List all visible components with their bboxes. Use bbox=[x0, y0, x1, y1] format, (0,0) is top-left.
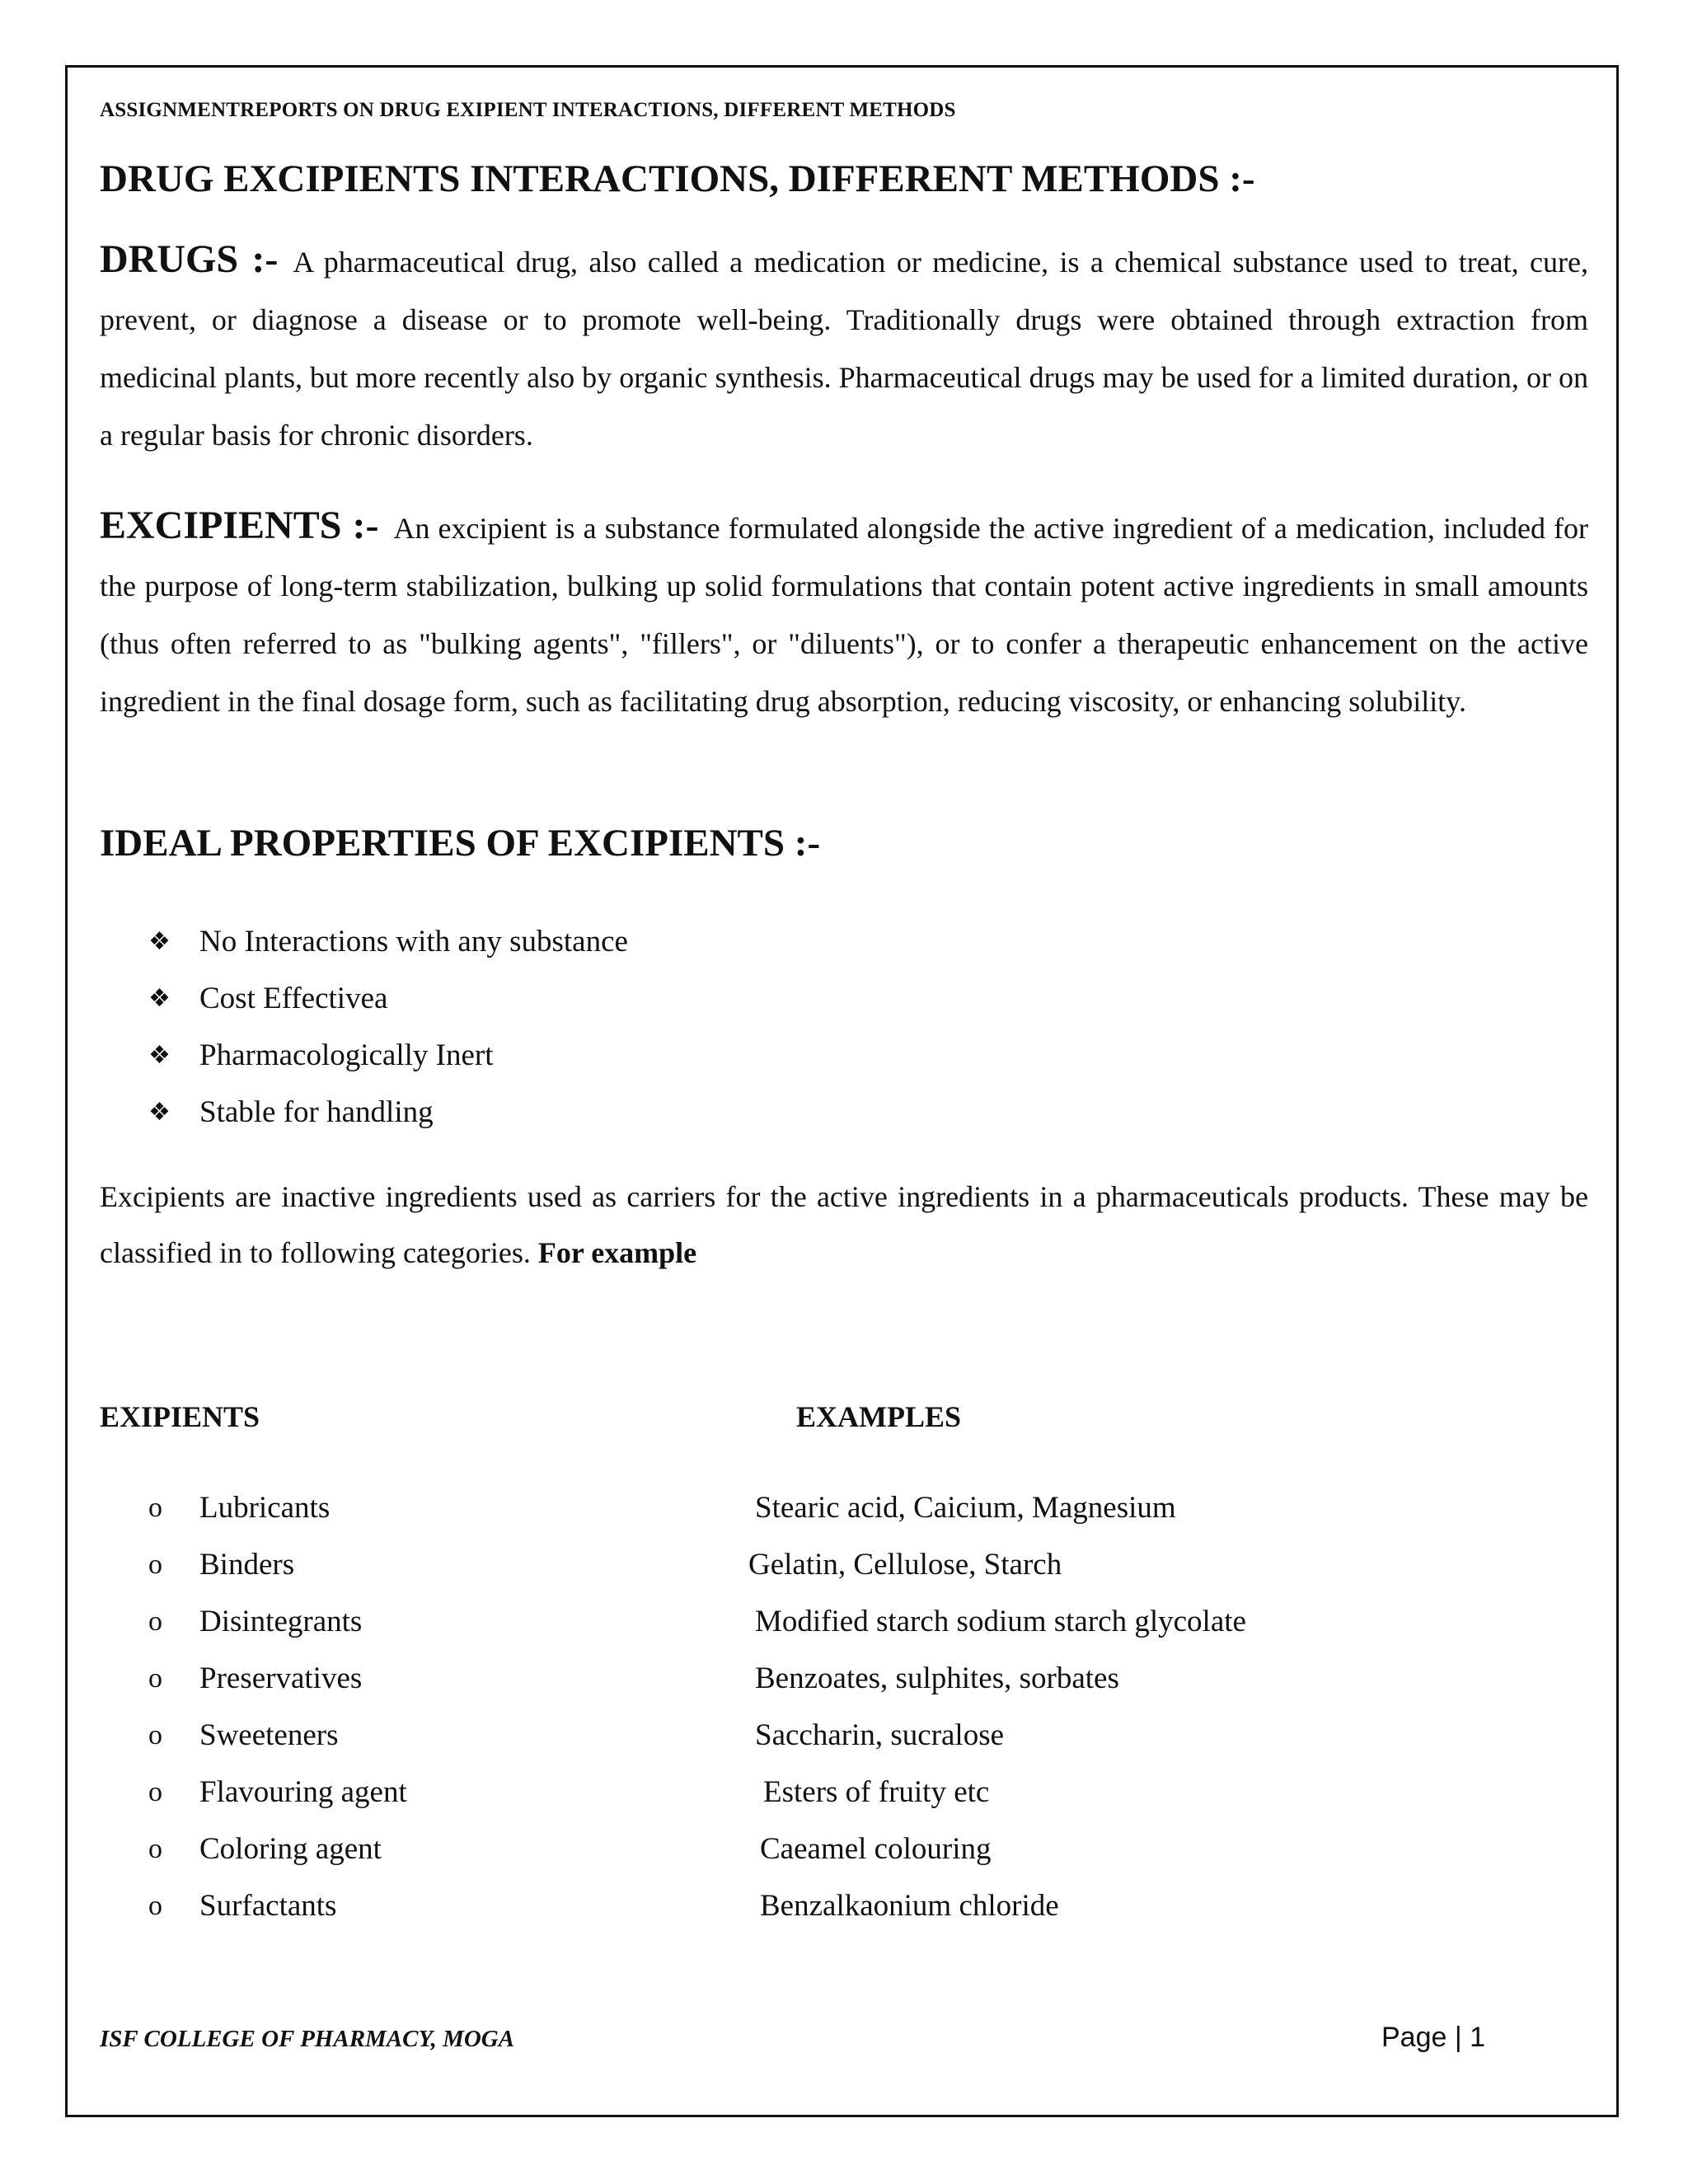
four-diamond-bullet-icon: ❖ bbox=[148, 984, 171, 1013]
list-item: ❖ No Interactions with any substance bbox=[148, 913, 628, 970]
circle-bullet-icon: o bbox=[148, 1663, 162, 1694]
circle-bullet-icon: o bbox=[148, 1834, 162, 1864]
circle-bullet-icon: o bbox=[148, 1549, 162, 1580]
excipients-paragraph bbox=[100, 497, 1588, 730]
list-item: ❖ Stable for handling bbox=[148, 1084, 628, 1141]
column-header-examples: EXAMPLES bbox=[796, 1400, 962, 1433]
drugs-text: A pharmaceutical drug, also called a medication or medicine, is a chemical substance used to treat, cure, prevent, or diagnose a disease or to promote well-being. Traditionally drugs were obtained through extraction from medicinal plants, but more recently also by organic synthesis. Pharmaceutical drugs may be used for a limited duration, or on a regular basis for chronic disorders. bbox=[100, 246, 1588, 452]
drugs-term: DRUGS :- bbox=[100, 237, 279, 281]
column-header-excipients: EXIPIENTS bbox=[100, 1400, 260, 1433]
excipients-term: EXCIPIENTS :- bbox=[100, 504, 379, 547]
list-item: ❖ Cost Effectivea bbox=[148, 970, 628, 1027]
table-row: o Surfactants Benzalkaonium chloride bbox=[148, 1877, 1385, 1934]
ideal-properties-list bbox=[148, 913, 628, 1141]
four-diamond-bullet-icon: ❖ bbox=[148, 1098, 171, 1127]
list-item: ❖ Pharmacologically Inert bbox=[148, 1027, 628, 1084]
circle-bullet-icon: o bbox=[148, 1777, 162, 1807]
table-row: o Sweeteners Saccharin, sucralose bbox=[148, 1707, 1385, 1764]
for-example-label: For example bbox=[537, 1236, 697, 1269]
table-row: o Lubricants Stearic acid, Caicium, Magnesium bbox=[148, 1479, 1385, 1536]
footer-institution: ISF COLLEGE OF PHARMACY, MOGA bbox=[100, 2026, 515, 2052]
table-row: o Binders Gelatin, Cellulose, Starch bbox=[148, 1536, 1385, 1593]
circle-bullet-icon: o bbox=[148, 1493, 162, 1523]
four-diamond-bullet-icon: ❖ bbox=[148, 927, 171, 956]
page-title: DRUG EXCIPIENTS INTERACTIONS, DIFFERENT METHODS :- bbox=[100, 157, 1255, 200]
table-row: o Preservatives Benzoates, sulphites, sorbates bbox=[148, 1650, 1385, 1707]
circle-bullet-icon: o bbox=[148, 1891, 162, 1921]
four-diamond-bullet-icon: ❖ bbox=[148, 1041, 171, 1070]
table-row: o Coloring agent Caeamel colouring bbox=[148, 1821, 1385, 1877]
table-row: o Flavouring agent Esters of fruity etc bbox=[148, 1764, 1385, 1821]
excipient-examples-table bbox=[148, 1479, 1385, 1934]
page-number: Page | 1 bbox=[1381, 2022, 1486, 2053]
running-header: ASSIGNMENTREPORTS ON DRUG EXIPIENT INTERACTIONS, DIFFERENT METHODS bbox=[100, 99, 956, 121]
circle-bullet-icon: o bbox=[148, 1720, 162, 1750]
circle-bullet-icon: o bbox=[148, 1606, 162, 1637]
excipients-intro-paragraph: Excipients are inactive ingredients used as carriers for the active ingredients in a pharmaceuticals products. These may be classified in to following categories. For example bbox=[100, 1180, 1588, 1269]
table-row: o Disintegrants Modified starch sodium starch glycolate bbox=[148, 1593, 1385, 1650]
ideal-properties-title: IDEAL PROPERTIES OF EXCIPIENTS :- bbox=[100, 822, 821, 865]
drugs-paragraph bbox=[100, 231, 1588, 464]
excipients-text: An excipient is a substance formulated alongside the active ingredient of a medication, included for the purpose of long-term stabilization, bulking up solid formulations that contain potent active ingredients in small amounts (thus often referred to as "bulking agents", "fillers", or "diluents"), or to confer a therapeutic enhancement on the active ingredient in the final dosage form, such as facilitating drug absorption, reducing viscosity, or enhancing solubility. bbox=[100, 512, 1589, 718]
